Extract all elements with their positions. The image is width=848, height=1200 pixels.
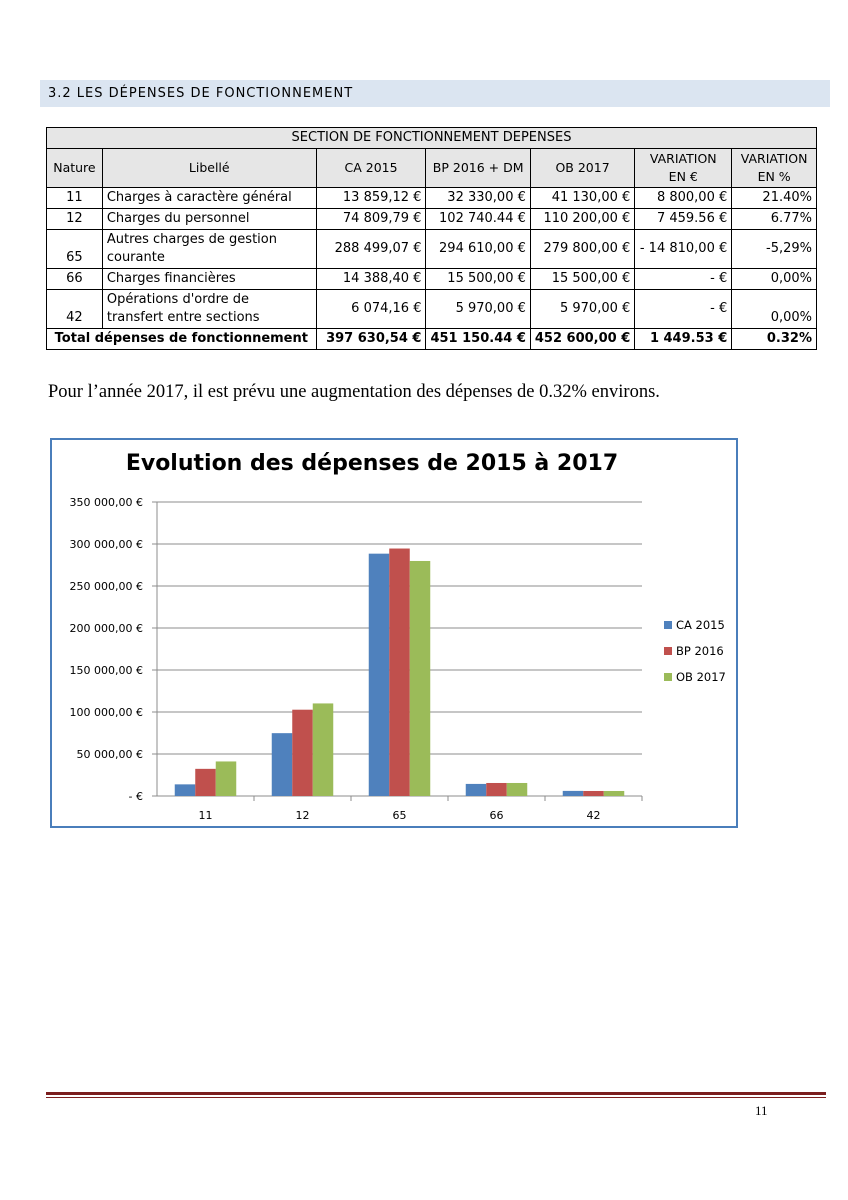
section-heading: 3.2 LES DÉPENSES DE FONCTIONNEMENT [48, 86, 354, 101]
bar-ob-2017 [313, 703, 334, 796]
x-tick-label: 66 [489, 809, 504, 822]
y-tick-label: 300 000,00 € [69, 538, 143, 551]
header-ca2015: CA 2015 [316, 149, 426, 188]
table-row: 66 Charges financières 14 388,40 € 15 500,00 € 15 500,00 € - € 0,00% [47, 269, 817, 290]
y-tick-label: 100 000,00 € [69, 706, 143, 719]
bar-ca-2015 [466, 784, 487, 796]
x-tick-label: 65 [392, 809, 407, 822]
header-ob2017: OB 2017 [530, 149, 634, 188]
table-total-row: Total dépenses de fonctionnement 397 630,54 € 451 150.44 € 452 600,00 € 1 449.53 € 0.32% [47, 329, 817, 350]
table-row: 12 Charges du personnel 74 809,79 € 102 740.44 € 110 200,00 € 7 459.56 € 6.77% [47, 209, 817, 230]
header-variation-eur: VARIATION EN € [635, 149, 732, 188]
header-nature: Nature [47, 149, 103, 188]
header-variation-pct: VARIATION EN % [732, 149, 817, 188]
bar-bp-2016 [292, 710, 313, 796]
bar-ob-2017 [604, 791, 625, 796]
footer-rule-thin [46, 1097, 826, 1098]
table-header-row [47, 149, 817, 188]
y-tick-label: 150 000,00 € [69, 664, 143, 677]
bar-bp-2016 [195, 769, 216, 796]
footer-rule [46, 1092, 826, 1095]
y-tick-label: - € [128, 790, 143, 803]
bar-ob-2017 [216, 761, 237, 796]
chart-canvas [52, 440, 735, 825]
legend-swatch [664, 647, 672, 655]
x-tick-label: 42 [586, 809, 601, 822]
y-tick-label: 350 000,00 € [69, 496, 143, 509]
legend-label: CA 2015 [676, 618, 725, 632]
y-tick-label: 250 000,00 € [69, 580, 143, 593]
summary-sentence: Pour l’année 2017, il est prévu une augmentation des dépenses de 0.32% environs. [48, 382, 660, 402]
x-tick-label: 11 [198, 809, 213, 822]
bar-ca-2015 [369, 554, 390, 796]
y-tick-label: 200 000,00 € [69, 622, 143, 635]
bar-bp-2016 [583, 791, 604, 796]
bar-ca-2015 [563, 791, 584, 796]
section-heading-bar [40, 80, 830, 107]
bar-ob-2017 [507, 783, 528, 796]
header-libelle: Libellé [102, 149, 316, 188]
expenses-chart [50, 438, 738, 828]
bar-ca-2015 [175, 784, 196, 796]
page-number: 11 [755, 1103, 768, 1118]
chart-title: Evolution des dépenses de 2015 à 2017 [125, 451, 619, 476]
table-row: 42 Opérations d'ordre de transfert entre sections 6 074,16 € 5 970,00 € 5 970,00 € - € 0,00% [47, 290, 817, 329]
bar-ob-2017 [410, 561, 431, 796]
table-row: 11 Charges à caractère général 13 859,12 € 32 330,00 € 41 130,00 € 8 800,00 € 21.40% [47, 188, 817, 209]
legend-swatch [664, 621, 672, 629]
legend-swatch [664, 673, 672, 681]
bar-bp-2016 [389, 549, 410, 796]
legend-label: BP 2016 [676, 644, 724, 658]
expenses-table [46, 127, 817, 350]
x-tick-label: 12 [295, 809, 310, 822]
bar-bp-2016 [486, 783, 507, 796]
table-title: SECTION DE FONCTIONNEMENT DEPENSES [47, 128, 817, 149]
bar-ca-2015 [272, 733, 293, 796]
header-bp2016: BP 2016 + DM [426, 149, 530, 188]
y-tick-label: 50 000,00 € [76, 748, 143, 761]
table-row: 65 Autres charges de gestion courante 288 499,07 € 294 610,00 € 279 800,00 € - 14 810,00 € -5,29% [47, 230, 817, 269]
legend-label: OB 2017 [676, 670, 726, 684]
